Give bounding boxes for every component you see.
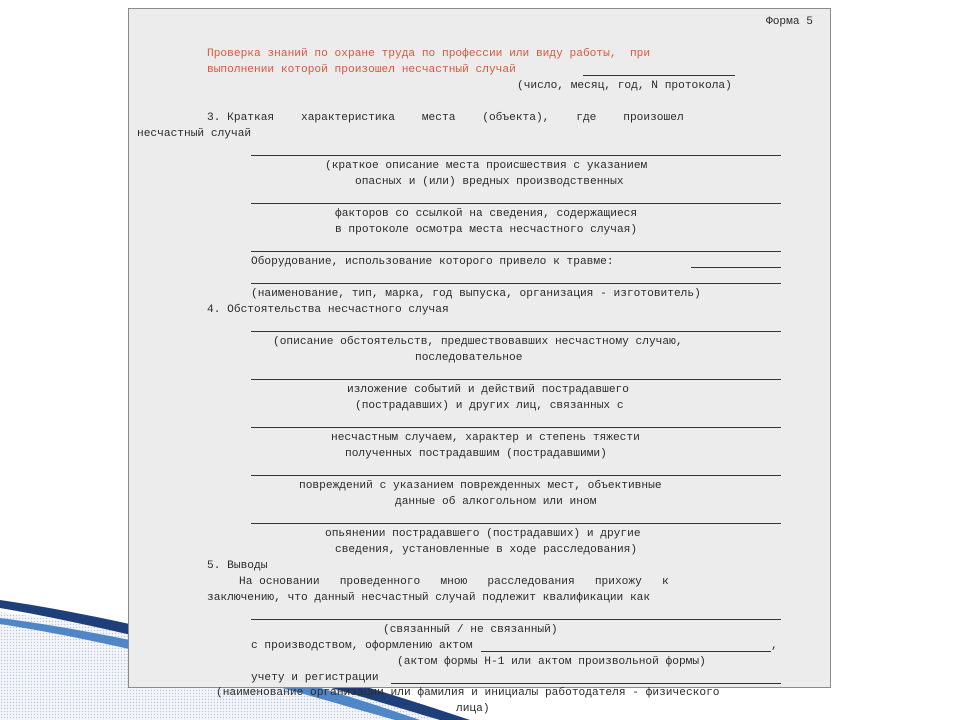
caption: в протоколе осмотра места несчастного случая) — [335, 224, 638, 236]
caption: опьянении пострадавшего (пострадавших) и другие — [325, 528, 641, 540]
caption: сведения, установленные в ходе расследования) — [335, 544, 638, 556]
heading-caption: (число, месяц, год, N протокола) — [517, 80, 732, 92]
equipment-caption: (наименование, тип, марка, год выпуска, организация - изготовитель) — [251, 288, 701, 300]
blank-line — [251, 427, 781, 428]
registration-label: учету и регистрации — [251, 672, 379, 684]
blank-line — [251, 331, 781, 332]
act-caption: (актом формы Н-1 или актом произвольной формы) — [397, 656, 706, 668]
blank-line — [251, 203, 781, 204]
linked-caption: (связанный / не связанный) — [383, 624, 558, 636]
blank-line — [251, 523, 781, 524]
blank-line — [251, 251, 781, 252]
caption: (описание обстоятельств, предшествовавших несчастному случаю, — [273, 336, 683, 348]
registration-caption: (наименование организации или фамилия и инициалы работодателя - физического — [216, 687, 720, 699]
section-3-title-cont: несчастный случай — [137, 128, 252, 140]
section-5-title: 5. Выводы — [207, 560, 268, 572]
caption: последовательное — [415, 352, 523, 364]
form-number: Форма 5 — [766, 16, 813, 28]
caption: данные об алкогольном или ином — [395, 496, 597, 508]
caption: (краткое описание места происшествия с указанием — [325, 160, 648, 172]
caption: (пострадавших) и других лиц, связанных с — [355, 400, 624, 412]
blank-line — [251, 475, 781, 476]
blank-line — [251, 619, 781, 620]
registration-caption-cont: лица) — [456, 703, 490, 715]
conclusion-line-2: заключению, что данный несчастный случай подлежит квалификации как — [207, 592, 651, 604]
section-3-title: 3. Краткая характеристика места (объекта), где произошел — [207, 112, 684, 124]
blank-line — [251, 379, 781, 380]
heading-line-2: выполнении которой произошел несчастный случай — [207, 64, 516, 76]
caption: повреждений с указанием поврежденных мест, объективные — [299, 480, 662, 492]
equipment-blank — [691, 267, 781, 268]
caption: факторов со ссылкой на сведения, содержащиеся — [335, 208, 638, 220]
conclusion-line-1: На основании проведенного мною расследования прихожу к — [239, 576, 669, 588]
act-comma: , — [771, 640, 778, 652]
heading-line-1: Проверка знаний по охране труда по профессии или виду работы, при — [207, 48, 651, 60]
act-blank — [481, 651, 771, 652]
blank-line — [251, 155, 781, 156]
blank-line — [251, 283, 781, 284]
form-document — [128, 8, 831, 688]
section-4-title: 4. Обстоятельства несчастного случая — [207, 304, 449, 316]
registration-blank — [391, 683, 781, 684]
caption: несчастным случаем, характер и степень тяжести — [331, 432, 640, 444]
caption: опасных и (или) вредных производственных — [355, 176, 624, 188]
caption: изложение событий и действий пострадавшего — [347, 384, 629, 396]
date-blank — [583, 75, 735, 76]
caption: полученных пострадавшим (пострадавшими) — [345, 448, 607, 460]
equipment-label: Оборудование, использование которого привело к травме: — [251, 256, 614, 268]
act-label: с производством, оформлению актом — [251, 640, 473, 652]
